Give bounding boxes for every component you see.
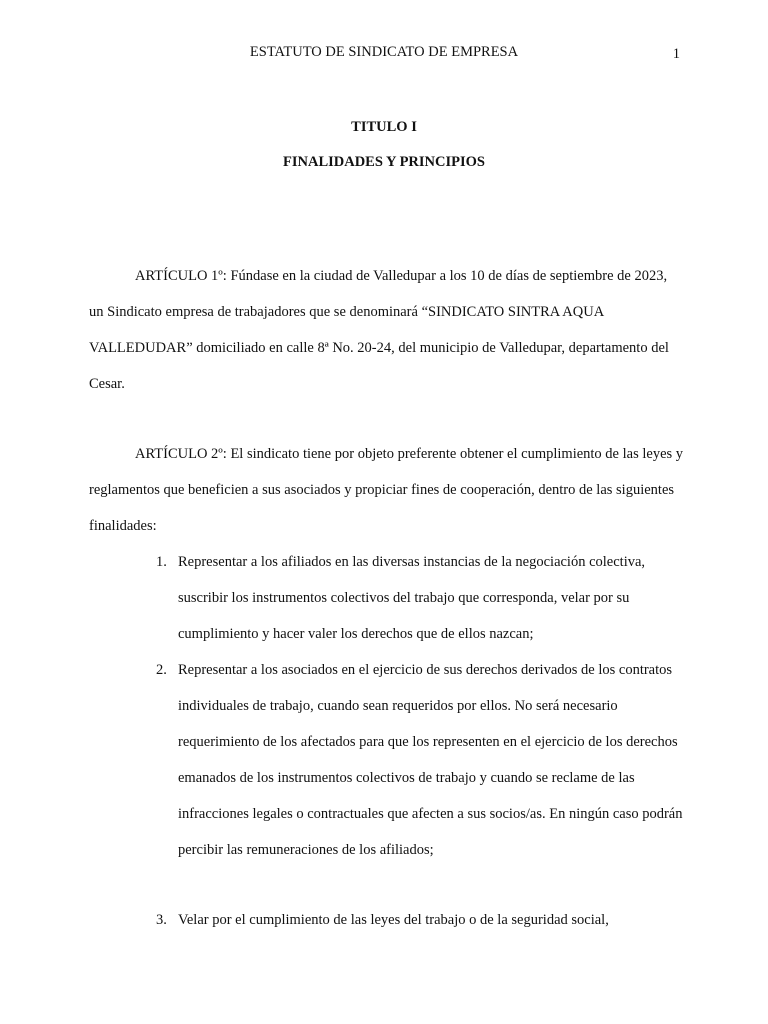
list-item-text: Representar a los afiliados en las diversas instancias de la negociación colectiva, suscribir los instrumentos colectivos del trabajo que corresponda, velar por su cumplimiento y hacer valer los derechos que de ellos nazcan;	[178, 554, 646, 642]
list-item	[156, 652, 688, 868]
list-item-text: Representar a los asociados en el ejercicio de sus derechos derivados de los contratos individuales de trabajo, cuando sean requeridos por ellos. No será necesario requerimiento de los afectados para que los representen en el ejercicio de los derechos emanados de los instrumentos colectivos de trabajo y cuando se reclame de las infracciones legales o contractuales que afecten a sus socios/as. En ningún caso podrán percibir las remuneraciones de los afiliados;	[178, 662, 683, 858]
list-item-number: 1.	[156, 554, 167, 570]
list-item-number: 3.	[156, 912, 167, 928]
list-item	[156, 544, 688, 652]
running-header: ESTATUTO DE SINDICATO DE EMPRESA	[249, 44, 519, 60]
document-subtitle: FINALIDADES Y PRINCIPIOS	[283, 154, 485, 170]
list-item-text: Velar por el cumplimiento de las leyes del trabajo o de la seguridad social,	[178, 912, 609, 928]
title-block	[0, 117, 768, 172]
article-1: ARTÍCULO 1º: Fúndase en la ciudad de Valledupar a los 10 de días de septiembre de 2023, un Sindicato empresa de trabajadores que se denominará “SINDICATO SINTRA AQUA VALLEDUDAR” domiciliado en calle 8ª No. 20-24, del municipio de Valledupar, departamento del Cesar.	[89, 268, 669, 392]
aims-list	[89, 544, 685, 938]
document-body	[89, 258, 685, 938]
page-number: 1	[672, 46, 680, 62]
list-item	[156, 902, 688, 938]
list-item-number: 2.	[156, 662, 167, 678]
article-2: ARTÍCULO 2º: El sindicato tiene por objeto preferente obtener el cumplimiento de las leyes y reglamentos que beneficien a sus asociados y propiciar fines de cooperación, dentro de las siguientes finalidades:	[89, 446, 684, 534]
document-title: TITULO I	[351, 119, 417, 135]
